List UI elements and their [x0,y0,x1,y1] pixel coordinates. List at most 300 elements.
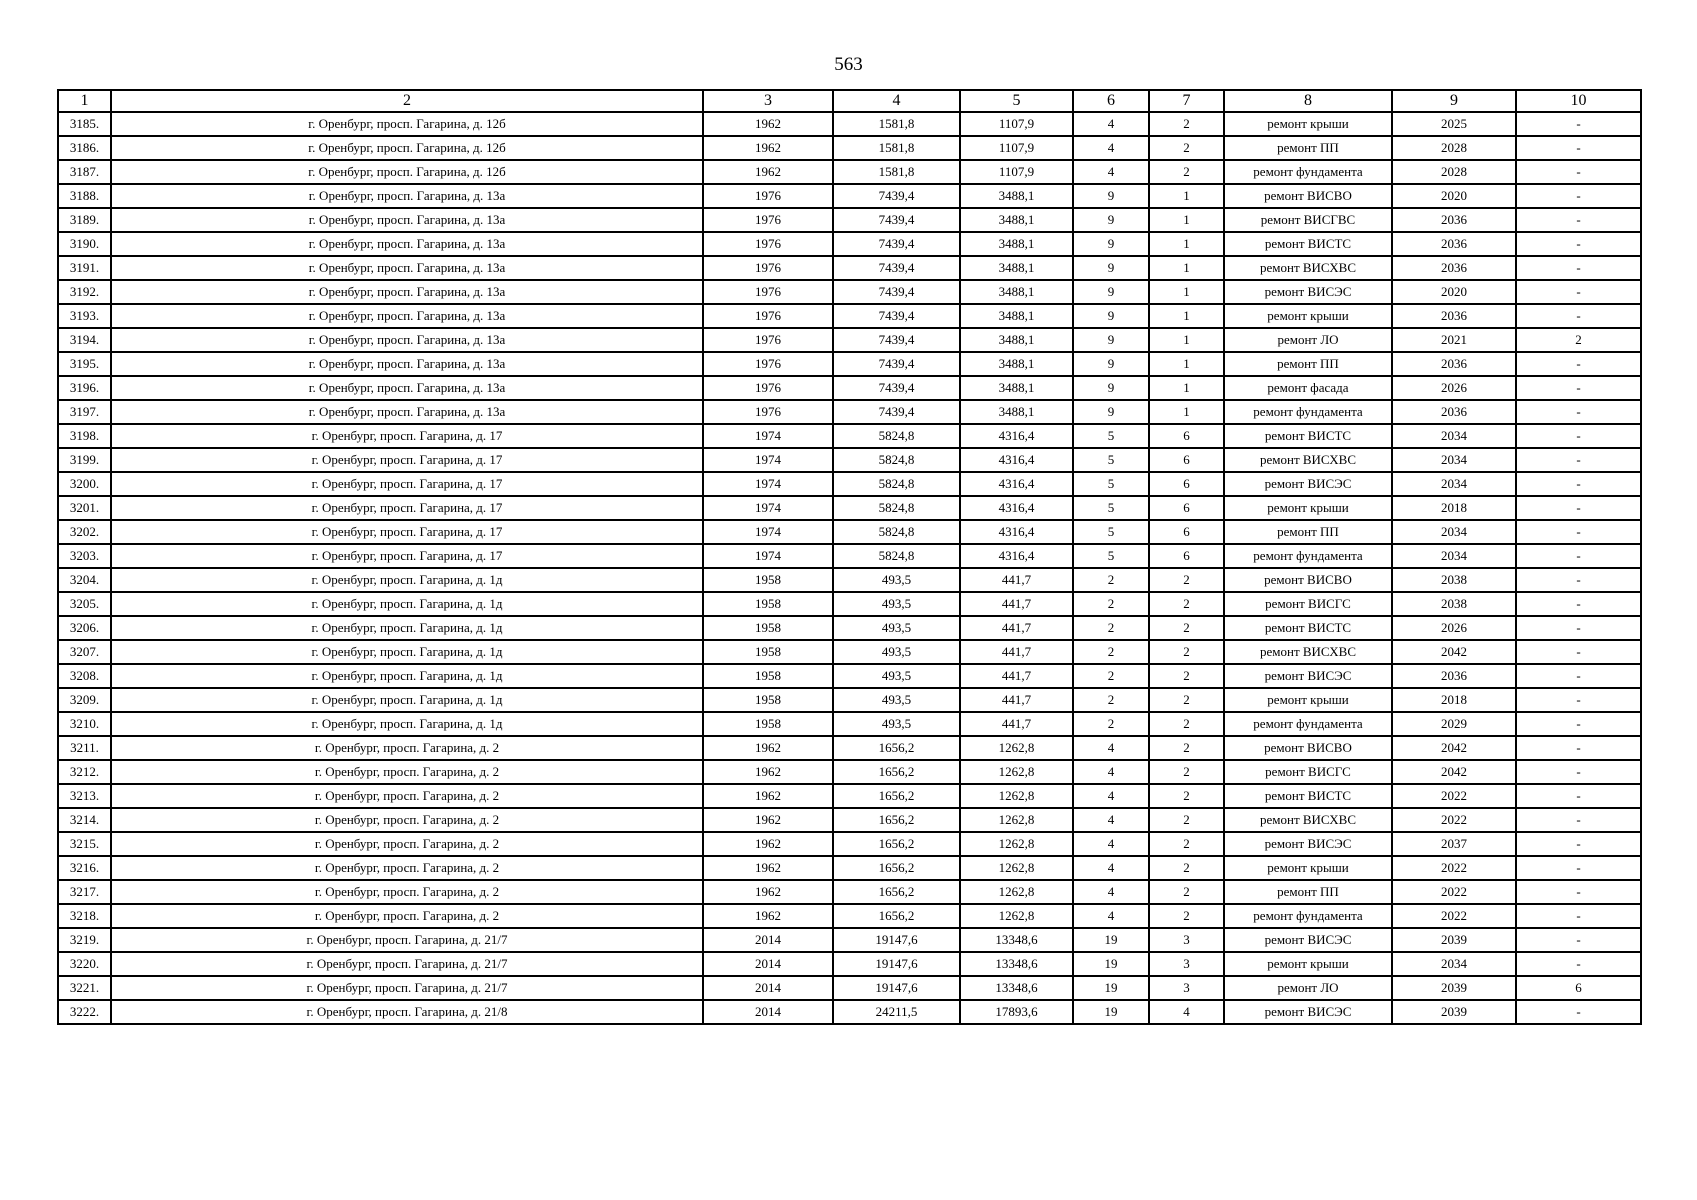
row-number-cell: 3221. [58,976,111,1000]
planned-year-cell: 2025 [1392,112,1516,136]
col-header-5: 5 [960,90,1073,112]
table-row [58,256,1641,280]
row-number-cell: 3210. [58,712,111,736]
living-area-cell: 1262,8 [960,808,1073,832]
floors-cell: 2 [1073,712,1149,736]
total-area-cell: 1581,8 [833,112,960,136]
floors-cell: 9 [1073,352,1149,376]
col10-value-cell: - [1516,640,1641,664]
year-built-cell: 1974 [703,544,833,568]
row-number-cell: 3214. [58,808,111,832]
living-area-cell: 13348,6 [960,952,1073,976]
entrances-cell: 2 [1149,640,1224,664]
total-area-cell: 1656,2 [833,784,960,808]
table-row [58,616,1641,640]
planned-year-cell: 2039 [1392,1000,1516,1024]
year-built-cell: 2014 [703,928,833,952]
entrances-cell: 6 [1149,424,1224,448]
living-area-cell: 441,7 [960,640,1073,664]
col-header-6: 6 [1073,90,1149,112]
year-built-cell: 1962 [703,856,833,880]
living-area-cell: 3488,1 [960,400,1073,424]
floors-cell: 19 [1073,952,1149,976]
table-row [58,424,1641,448]
address-cell: г. Оренбург, просп. Гагарина, д. 2 [111,856,703,880]
row-number-cell: 3212. [58,760,111,784]
address-cell: г. Оренбург, просп. Гагарина, д. 1д [111,688,703,712]
page-number: 563 [834,54,863,75]
address-cell: г. Оренбург, просп. Гагарина, д. 12б [111,160,703,184]
entrances-cell: 1 [1149,376,1224,400]
table-row [58,880,1641,904]
floors-cell: 4 [1073,760,1149,784]
col10-value-cell: - [1516,928,1641,952]
year-built-cell: 1976 [703,256,833,280]
total-area-cell: 5824,8 [833,448,960,472]
col10-value-cell: - [1516,184,1641,208]
floors-cell: 5 [1073,424,1149,448]
total-area-cell: 7439,4 [833,352,960,376]
entrances-cell: 1 [1149,232,1224,256]
entrances-cell: 3 [1149,952,1224,976]
address-cell: г. Оренбург, просп. Гагарина, д. 13а [111,256,703,280]
work-type-cell: ремонт ВИСТС [1224,616,1392,640]
col10-value-cell: - [1516,256,1641,280]
address-cell: г. Оренбург, просп. Гагарина, д. 13а [111,352,703,376]
year-built-cell: 1974 [703,496,833,520]
planned-year-cell: 2034 [1392,544,1516,568]
floors-cell: 4 [1073,904,1149,928]
table-row [58,352,1641,376]
col10-value-cell: - [1516,736,1641,760]
address-cell: г. Оренбург, просп. Гагарина, д. 1д [111,616,703,640]
total-area-cell: 1656,2 [833,856,960,880]
planned-year-cell: 2036 [1392,352,1516,376]
total-area-cell: 1656,2 [833,832,960,856]
row-number-cell: 3204. [58,568,111,592]
floors-cell: 4 [1073,736,1149,760]
floors-cell: 2 [1073,688,1149,712]
work-type-cell: ремонт ЛО [1224,328,1392,352]
total-area-cell: 7439,4 [833,280,960,304]
table-row [58,976,1641,1000]
planned-year-cell: 2029 [1392,712,1516,736]
total-area-cell: 5824,8 [833,544,960,568]
floors-cell: 9 [1073,376,1149,400]
total-area-cell: 1581,8 [833,160,960,184]
work-type-cell: ремонт крыши [1224,856,1392,880]
col10-value-cell: - [1516,352,1641,376]
year-built-cell: 1974 [703,520,833,544]
planned-year-cell: 2034 [1392,448,1516,472]
total-area-cell: 493,5 [833,688,960,712]
col-header-3: 3 [703,90,833,112]
entrances-cell: 2 [1149,568,1224,592]
table-row [58,400,1641,424]
row-number-cell: 3209. [58,688,111,712]
address-cell: г. Оренбург, просп. Гагарина, д. 21/7 [111,976,703,1000]
living-area-cell: 1262,8 [960,832,1073,856]
table-row [58,304,1641,328]
planned-year-cell: 2028 [1392,136,1516,160]
address-cell: г. Оренбург, просп. Гагарина, д. 2 [111,904,703,928]
floors-cell: 5 [1073,520,1149,544]
row-number-cell: 3218. [58,904,111,928]
entrances-cell: 6 [1149,448,1224,472]
col10-value-cell: - [1516,112,1641,136]
row-number-cell: 3199. [58,448,111,472]
col10-value-cell: - [1516,376,1641,400]
floors-cell: 5 [1073,496,1149,520]
col10-value-cell: - [1516,712,1641,736]
planned-year-cell: 2034 [1392,472,1516,496]
entrances-cell: 2 [1149,784,1224,808]
total-area-cell: 493,5 [833,712,960,736]
living-area-cell: 1262,8 [960,904,1073,928]
work-type-cell: ремонт ПП [1224,352,1392,376]
total-area-cell: 1581,8 [833,136,960,160]
col10-value-cell: - [1516,760,1641,784]
address-cell: г. Оренбург, просп. Гагарина, д. 1д [111,712,703,736]
table-row [58,280,1641,304]
year-built-cell: 1958 [703,616,833,640]
year-built-cell: 1962 [703,160,833,184]
planned-year-cell: 2042 [1392,760,1516,784]
year-built-cell: 1962 [703,760,833,784]
entrances-cell: 2 [1149,736,1224,760]
col10-value-cell: - [1516,208,1641,232]
living-area-cell: 1107,9 [960,160,1073,184]
living-area-cell: 13348,6 [960,928,1073,952]
work-type-cell: ремонт ВИСХВС [1224,448,1392,472]
address-cell: г. Оренбург, просп. Гагарина, д. 21/7 [111,952,703,976]
col10-value-cell: - [1516,160,1641,184]
entrances-cell: 2 [1149,592,1224,616]
planned-year-cell: 2042 [1392,640,1516,664]
work-type-cell: ремонт ВИСГС [1224,592,1392,616]
living-area-cell: 4316,4 [960,496,1073,520]
entrances-cell: 2 [1149,808,1224,832]
work-type-cell: ремонт ВИСГС [1224,760,1392,784]
total-area-cell: 7439,4 [833,304,960,328]
total-area-cell: 493,5 [833,664,960,688]
year-built-cell: 1958 [703,664,833,688]
entrances-cell: 2 [1149,664,1224,688]
address-cell: г. Оренбург, просп. Гагарина, д. 1д [111,664,703,688]
entrances-cell: 1 [1149,352,1224,376]
col10-value-cell: - [1516,904,1641,928]
col10-value-cell: - [1516,664,1641,688]
address-cell: г. Оренбург, просп. Гагарина, д. 12б [111,136,703,160]
year-built-cell: 2014 [703,952,833,976]
col10-value-cell: - [1516,472,1641,496]
floors-cell: 19 [1073,928,1149,952]
row-number-cell: 3202. [58,520,111,544]
work-type-cell: ремонт фундамента [1224,400,1392,424]
work-type-cell: ремонт ВИСТС [1224,232,1392,256]
total-area-cell: 7439,4 [833,256,960,280]
floors-cell: 4 [1073,112,1149,136]
work-type-cell: ремонт крыши [1224,688,1392,712]
entrances-cell: 2 [1149,856,1224,880]
entrances-cell: 1 [1149,256,1224,280]
work-type-cell: ремонт ВИСТС [1224,784,1392,808]
total-area-cell: 493,5 [833,568,960,592]
work-type-cell: ремонт ВИСЭС [1224,928,1392,952]
work-type-cell: ремонт фундамента [1224,544,1392,568]
entrances-cell: 2 [1149,832,1224,856]
work-type-cell: ремонт ВИСЭС [1224,832,1392,856]
entrances-cell: 2 [1149,688,1224,712]
total-area-cell: 7439,4 [833,232,960,256]
floors-cell: 5 [1073,472,1149,496]
col-header-9: 9 [1392,90,1516,112]
col10-value-cell: - [1516,688,1641,712]
planned-year-cell: 2022 [1392,904,1516,928]
floors-cell: 4 [1073,880,1149,904]
total-area-cell: 1656,2 [833,904,960,928]
table-row [58,1000,1641,1024]
entrances-cell: 2 [1149,712,1224,736]
living-area-cell: 441,7 [960,592,1073,616]
planned-year-cell: 2022 [1392,808,1516,832]
work-type-cell: ремонт ВИСВО [1224,184,1392,208]
entrances-cell: 4 [1149,1000,1224,1024]
table-row [58,232,1641,256]
col-header-2: 2 [111,90,703,112]
work-type-cell: ремонт ВИСХВС [1224,808,1392,832]
living-area-cell: 1107,9 [960,136,1073,160]
entrances-cell: 1 [1149,304,1224,328]
address-cell: г. Оренбург, просп. Гагарина, д. 2 [111,760,703,784]
floors-cell: 2 [1073,640,1149,664]
floors-cell: 4 [1073,160,1149,184]
work-type-cell: ремонт крыши [1224,112,1392,136]
total-area-cell: 19147,6 [833,976,960,1000]
floors-cell: 2 [1073,568,1149,592]
table-row [58,592,1641,616]
table-row [58,160,1641,184]
living-area-cell: 1262,8 [960,856,1073,880]
year-built-cell: 1962 [703,880,833,904]
address-cell: г. Оренбург, просп. Гагарина, д. 21/8 [111,1000,703,1024]
col10-value-cell: - [1516,496,1641,520]
year-built-cell: 1962 [703,832,833,856]
row-number-cell: 3193. [58,304,111,328]
table-row [58,568,1641,592]
entrances-cell: 3 [1149,928,1224,952]
work-type-cell: ремонт ПП [1224,880,1392,904]
total-area-cell: 5824,8 [833,472,960,496]
table-row [58,760,1641,784]
row-number-cell: 3208. [58,664,111,688]
col10-value-cell: - [1516,424,1641,448]
address-cell: г. Оренбург, просп. Гагарина, д. 13а [111,208,703,232]
year-built-cell: 1962 [703,112,833,136]
table-row [58,376,1641,400]
total-area-cell: 7439,4 [833,184,960,208]
row-number-cell: 3194. [58,328,111,352]
table-row [58,520,1641,544]
floors-cell: 9 [1073,232,1149,256]
col10-value-cell: - [1516,520,1641,544]
year-built-cell: 1976 [703,328,833,352]
planned-year-cell: 2022 [1392,784,1516,808]
address-cell: г. Оренбург, просп. Гагарина, д. 13а [111,280,703,304]
col10-value-cell: - [1516,136,1641,160]
floors-cell: 5 [1073,448,1149,472]
planned-year-cell: 2036 [1392,208,1516,232]
address-cell: г. Оренбург, просп. Гагарина, д. 1д [111,640,703,664]
floors-cell: 4 [1073,832,1149,856]
work-type-cell: ремонт ВИСХВС [1224,256,1392,280]
floors-cell: 2 [1073,664,1149,688]
work-type-cell: ремонт фундамента [1224,160,1392,184]
floors-cell: 4 [1073,784,1149,808]
address-cell: г. Оренбург, просп. Гагарина, д. 13а [111,304,703,328]
planned-year-cell: 2042 [1392,736,1516,760]
year-built-cell: 1974 [703,424,833,448]
row-number-cell: 3206. [58,616,111,640]
work-type-cell: ремонт ВИСЭС [1224,280,1392,304]
year-built-cell: 1958 [703,568,833,592]
year-built-cell: 1962 [703,784,833,808]
total-area-cell: 493,5 [833,592,960,616]
col-header-1: 1 [58,90,111,112]
living-area-cell: 4316,4 [960,544,1073,568]
row-number-cell: 3215. [58,832,111,856]
total-area-cell: 5824,8 [833,424,960,448]
floors-cell: 9 [1073,256,1149,280]
year-built-cell: 1976 [703,400,833,424]
year-built-cell: 1958 [703,688,833,712]
row-number-cell: 3195. [58,352,111,376]
entrances-cell: 2 [1149,616,1224,640]
year-built-cell: 1962 [703,808,833,832]
planned-year-cell: 2034 [1392,424,1516,448]
entrances-cell: 6 [1149,496,1224,520]
total-area-cell: 5824,8 [833,520,960,544]
year-built-cell: 1976 [703,352,833,376]
col10-value-cell: - [1516,952,1641,976]
total-area-cell: 493,5 [833,616,960,640]
planned-year-cell: 2036 [1392,664,1516,688]
year-built-cell: 2014 [703,1000,833,1024]
row-number-cell: 3220. [58,952,111,976]
floors-cell: 5 [1073,544,1149,568]
table-row [58,856,1641,880]
planned-year-cell: 2039 [1392,976,1516,1000]
living-area-cell: 1262,8 [960,736,1073,760]
work-type-cell: ремонт фундамента [1224,712,1392,736]
floors-cell: 9 [1073,208,1149,232]
col10-value-cell: - [1516,832,1641,856]
living-area-cell: 3488,1 [960,184,1073,208]
work-type-cell: ремонт ПП [1224,520,1392,544]
col10-value-cell: - [1516,448,1641,472]
col-header-7: 7 [1149,90,1224,112]
table-row [58,928,1641,952]
row-number-cell: 3190. [58,232,111,256]
floors-cell: 4 [1073,856,1149,880]
address-cell: г. Оренбург, просп. Гагарина, д. 13а [111,376,703,400]
work-type-cell: ремонт ВИСВО [1224,736,1392,760]
col-header-10: 10 [1516,90,1641,112]
total-area-cell: 1656,2 [833,880,960,904]
table-row [58,664,1641,688]
total-area-cell: 493,5 [833,640,960,664]
living-area-cell: 441,7 [960,616,1073,640]
col10-value-cell: - [1516,544,1641,568]
row-number-cell: 3216. [58,856,111,880]
living-area-cell: 4316,4 [960,424,1073,448]
table-row [58,328,1641,352]
planned-year-cell: 2034 [1392,520,1516,544]
living-area-cell: 3488,1 [960,376,1073,400]
year-built-cell: 1976 [703,376,833,400]
table-row [58,688,1641,712]
floors-cell: 19 [1073,976,1149,1000]
year-built-cell: 1976 [703,208,833,232]
row-number-cell: 3205. [58,592,111,616]
living-area-cell: 3488,1 [960,352,1073,376]
floors-cell: 4 [1073,808,1149,832]
planned-year-cell: 2038 [1392,568,1516,592]
planned-year-cell: 2026 [1392,616,1516,640]
work-type-cell: ремонт ЛО [1224,976,1392,1000]
table-row [58,952,1641,976]
col10-value-cell: - [1516,1000,1641,1024]
floors-cell: 2 [1073,592,1149,616]
work-type-cell: ремонт ПП [1224,136,1392,160]
year-built-cell: 1976 [703,280,833,304]
col10-value-cell: - [1516,400,1641,424]
entrances-cell: 2 [1149,760,1224,784]
work-type-cell: ремонт ВИСХВС [1224,640,1392,664]
work-type-cell: ремонт ВИСТС [1224,424,1392,448]
entrances-cell: 2 [1149,112,1224,136]
planned-year-cell: 2021 [1392,328,1516,352]
col10-value-cell: 2 [1516,328,1641,352]
row-number-cell: 3200. [58,472,111,496]
total-area-cell: 19147,6 [833,928,960,952]
living-area-cell: 3488,1 [960,256,1073,280]
address-cell: г. Оренбург, просп. Гагарина, д. 2 [111,784,703,808]
address-cell: г. Оренбург, просп. Гагарина, д. 17 [111,520,703,544]
year-built-cell: 1962 [703,136,833,160]
floors-cell: 4 [1073,136,1149,160]
work-type-cell: ремонт ВИСЭС [1224,664,1392,688]
address-cell: г. Оренбург, просп. Гагарина, д. 17 [111,424,703,448]
total-area-cell: 1656,2 [833,760,960,784]
living-area-cell: 1262,8 [960,760,1073,784]
work-type-cell: ремонт крыши [1224,304,1392,328]
address-cell: г. Оренбург, просп. Гагарина, д. 17 [111,544,703,568]
living-area-cell: 4316,4 [960,520,1073,544]
entrances-cell: 6 [1149,544,1224,568]
total-area-cell: 5824,8 [833,496,960,520]
address-cell: г. Оренбург, просп. Гагарина, д. 13а [111,232,703,256]
year-built-cell: 1958 [703,592,833,616]
planned-year-cell: 2020 [1392,184,1516,208]
living-area-cell: 441,7 [960,568,1073,592]
row-number-cell: 3198. [58,424,111,448]
row-number-cell: 3189. [58,208,111,232]
col10-value-cell: - [1516,232,1641,256]
address-cell: г. Оренбург, просп. Гагарина, д. 2 [111,808,703,832]
work-type-cell: ремонт фундамента [1224,904,1392,928]
planned-year-cell: 2028 [1392,160,1516,184]
